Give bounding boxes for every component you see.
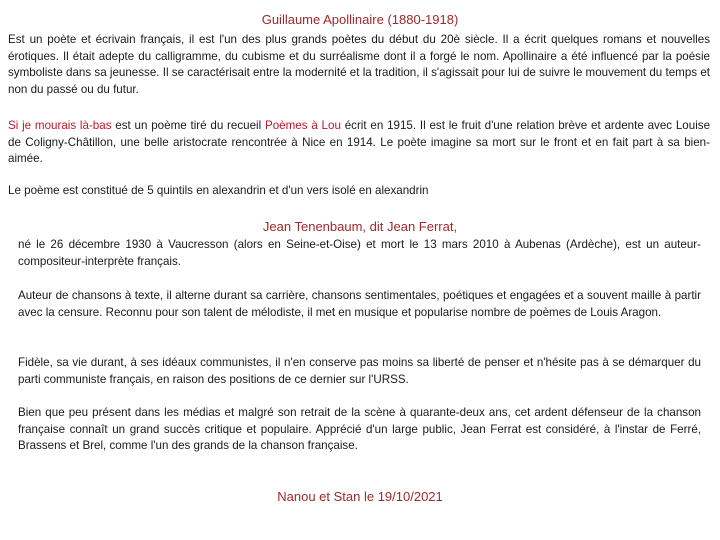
signature: Nanou et Stan le 19/10/2021: [277, 489, 443, 504]
ferrat-ideals: Fidèle, sa vie durant, à ses idéaux communistes, il n'en conserve pas moins sa liberté de penser et n'hésite pas à se démarquer du parti communiste français, en raison des positions de ce dernier sur l'URSS.: [18, 356, 701, 386]
page-title: Guillaume Apollinaire (1880-1918): [261, 12, 459, 27]
ferrat-bio: né le 26 décembre 1930 à Vaucresson (alors en Seine-et-Oise) et mort le 13 mars 2010 à Aubenas (Ardèche), est un auteur-compositeur-interprète français.: [18, 238, 701, 268]
poem-text-1: est un poème tiré du recueil: [111, 119, 265, 132]
poem-structure: Le poème est constitué de 5 quintils en alexandrin et d'un vers isolé en alexandrin: [8, 184, 429, 197]
poem-collection: Poèmes à Lou: [265, 119, 341, 132]
apollinaire-intro: Est un poète et écrivain français, il est l'un des plus grands poètes du début du 20è siècle. Il a écrit quelques romans et nouvelles érotiques. Il était adepte du calligramme, du cubisme et du surréalisme dont il a forgé le nom. Apollinaire a été influencé par la poésie symboliste dans sa jeunesse. Il se caractérisait entre la modernité et la tradition, il s'agissait pour lui de suivre le mouvement du temps et non du passé ou du futur.: [8, 33, 710, 96]
ferrat-career: Auteur de chansons à texte, il alterne durant sa carrière, chansons sentimentales, poétiques et engagées et a souvent maille à partir avec la censure. Reconnu pour son talent de mélodiste, il met en musique et popularise nombre de poèmes de Louis Aragon.: [18, 289, 701, 319]
poem-title: Si je mourais là-bas: [8, 119, 112, 132]
ferrat-heading: Jean Tenenbaum, dit Jean Ferrat,: [262, 219, 458, 234]
ferrat-success: Bien que peu présent dans les médias et malgré son retrait de la scène à quarante-deux ans, cet ardent défenseur de la chanson française connaît un grand succès critique et populaire. Apprécié d'un large public, Jean Ferrat est considéré, à l'instar de Ferré, Brassens et Brel, comme l'un des grands de la chanson française.: [18, 406, 701, 452]
poem-text-2: écrit en 1915. Il est le fruit d'une relation brève et ardente avec Louise de Coligny-Châtillon, une belle aristocrate rencontrée à Nice en 1914. Le poète imagine sa mort sur le front et en fait part à sa bien-aimée.: [8, 119, 711, 165]
poem-description: [8, 118, 710, 168]
